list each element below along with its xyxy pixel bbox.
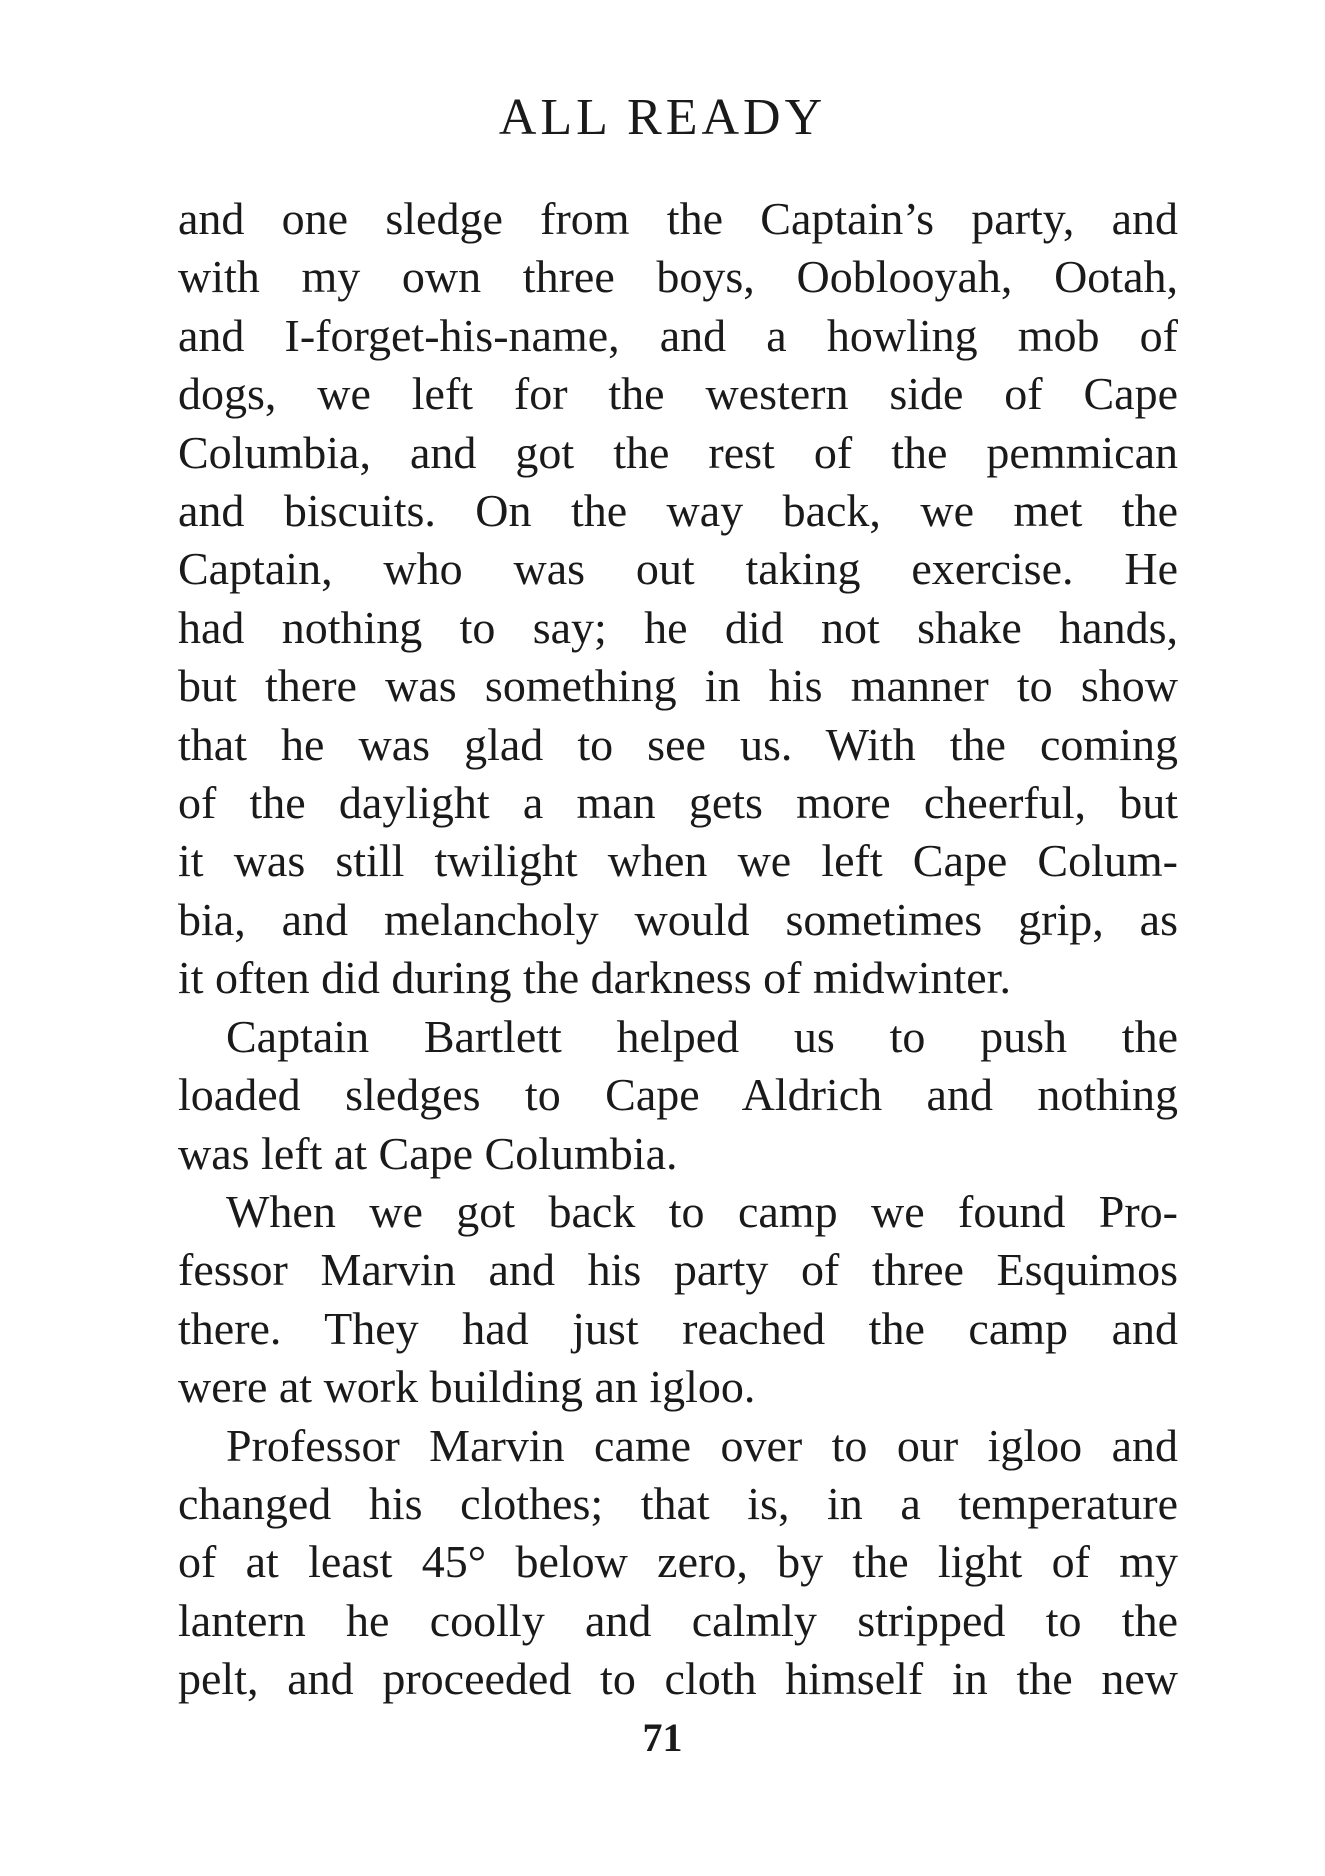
text-line: there. They had just reached the camp and — [178, 1302, 1178, 1354]
text-line: with my own three boys, Ooblooyah, Ootah, — [178, 251, 1178, 303]
text-line: of the daylight a man gets more cheerful, but — [178, 777, 1178, 829]
text-line: and biscuits. On the way back, we met the — [178, 485, 1178, 537]
text-line: dogs, we left for the western side of Cape — [178, 368, 1178, 420]
page-number: 71 — [642, 1715, 683, 1760]
text-line: Professor Marvin came over to our igloo and — [226, 1419, 1178, 1471]
text-line: loaded sledges to Cape Aldrich and nothing — [178, 1069, 1178, 1121]
text-line: bia, and melancholy would sometimes grip, as — [178, 893, 1178, 945]
text-line: changed his clothes; that is, in a temperature — [178, 1477, 1178, 1529]
text-line: and one sledge from the Captain’s party, and — [178, 193, 1178, 244]
text-line: Captain, who was out taking exercise. He — [178, 543, 1178, 595]
text-line: were at work building an igloo. — [178, 1361, 756, 1413]
paragraph — [178, 190, 1178, 1008]
text-line: and I-forget-his-name, and a howling mob of — [178, 309, 1178, 361]
text-line: it often did during the darkness of midwinter. — [178, 952, 1011, 1004]
text-line: of at least 45° below zero, by the light of my — [178, 1536, 1178, 1588]
text-line: pelt, and proceeded to cloth himself in the new — [178, 1653, 1178, 1705]
text-line: fessor Marvin and his party of three Esquimos — [178, 1244, 1178, 1296]
text-line: lantern he coolly and calmly stripped to the — [178, 1594, 1178, 1646]
text-line: but there was something in his manner to show — [178, 660, 1178, 712]
text-line: had nothing to say; he did not shake hands, — [178, 601, 1178, 653]
running-head: ALL READY — [498, 89, 827, 146]
text-line: that he was glad to see us. With the coming — [178, 718, 1178, 770]
text-line: was left at Cape Columbia. — [178, 1127, 678, 1179]
body-text — [178, 190, 1178, 1709]
text-line: it was still twilight when we left Cape Colum- — [178, 835, 1178, 887]
text-line: Captain Bartlett helped us to push the — [226, 1010, 1178, 1062]
paragraph — [178, 1417, 1178, 1709]
text-line: When we got back to camp we found Pro- — [226, 1185, 1178, 1237]
paragraph — [178, 1008, 1178, 1183]
text-line: Columbia, and got the rest of the pemmican — [178, 426, 1178, 478]
paragraph — [178, 1183, 1178, 1417]
